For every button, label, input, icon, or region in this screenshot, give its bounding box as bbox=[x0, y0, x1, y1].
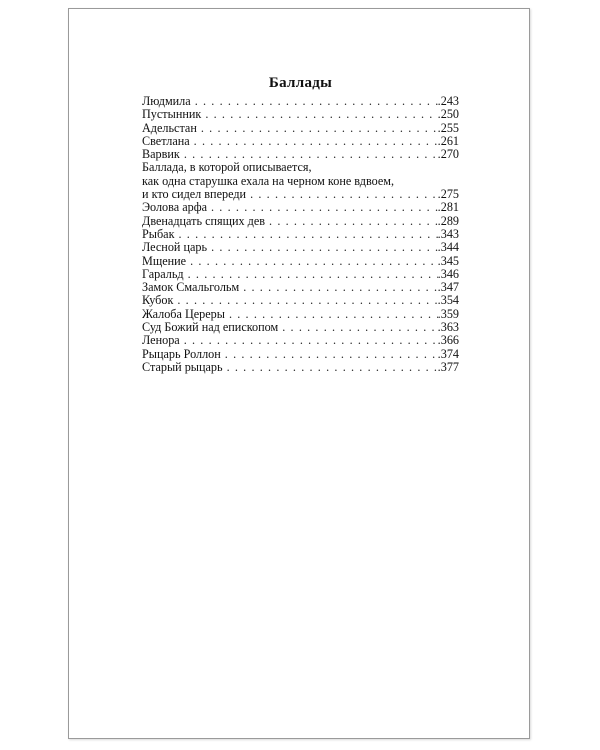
toc-entry-page-number: .354 bbox=[437, 293, 459, 308]
toc-entry bbox=[142, 228, 459, 241]
toc-entry bbox=[142, 201, 459, 214]
toc-entry-page-number: .347 bbox=[437, 280, 459, 295]
dot-leader bbox=[195, 95, 438, 108]
dot-leader bbox=[227, 361, 438, 374]
toc-entry-row bbox=[142, 294, 459, 307]
book-page bbox=[68, 8, 530, 739]
dot-leader bbox=[282, 321, 437, 334]
toc-entry bbox=[142, 148, 459, 161]
toc-entry-page-number: .363 bbox=[437, 320, 459, 335]
toc-entry-title: Старый рыцарь bbox=[142, 359, 223, 374]
toc-entry-title: Замок Смальгольм bbox=[142, 280, 240, 295]
dot-leader bbox=[250, 188, 438, 201]
toc-entry-row bbox=[142, 361, 459, 374]
toc-entry bbox=[142, 334, 459, 347]
toc-entry bbox=[142, 215, 459, 228]
toc-entry bbox=[142, 108, 459, 121]
dot-leader bbox=[229, 308, 438, 321]
toc-entry-row bbox=[142, 321, 459, 334]
toc-entry-row bbox=[142, 308, 459, 321]
toc-entry-row bbox=[142, 108, 459, 121]
dot-leader bbox=[205, 108, 437, 121]
toc-entry-title: Лесной царь bbox=[142, 240, 208, 255]
dot-leader bbox=[243, 281, 437, 294]
toc-entry-page-number: .275 bbox=[437, 187, 459, 202]
table-of-contents bbox=[142, 73, 459, 374]
toc-entry-page-number: .343 bbox=[437, 226, 459, 241]
toc-entry-title: Адельстан bbox=[142, 120, 197, 135]
toc-entry-page-number: .359 bbox=[437, 306, 459, 321]
toc-entry-title: Рыбак bbox=[142, 226, 175, 241]
toc-entry-page-number: .289 bbox=[437, 213, 459, 228]
toc-entry-page-number: .374 bbox=[437, 346, 459, 361]
toc-entry-title: Светлана bbox=[142, 133, 190, 148]
dot-leader bbox=[179, 228, 438, 241]
toc-entry-page-number: .255 bbox=[437, 120, 459, 135]
toc-entry-row bbox=[142, 148, 459, 161]
toc-entry bbox=[142, 268, 459, 281]
dot-leader bbox=[211, 241, 438, 254]
toc-entry-row bbox=[142, 228, 459, 241]
toc-entry bbox=[142, 161, 459, 201]
toc-entry bbox=[142, 281, 459, 294]
toc-entry-page-number: .366 bbox=[437, 333, 459, 348]
dot-leader bbox=[194, 135, 438, 148]
toc-entry bbox=[142, 241, 459, 254]
dot-leader bbox=[188, 268, 438, 281]
toc-entry-title: Пустынник bbox=[142, 107, 202, 122]
toc-entry-page-number: .377 bbox=[437, 359, 459, 374]
toc-entry-row bbox=[142, 241, 459, 254]
toc-entry-title: Гаральд bbox=[142, 266, 184, 281]
toc-entry bbox=[142, 348, 459, 361]
toc-entry bbox=[142, 255, 459, 268]
toc-entry bbox=[142, 95, 459, 108]
toc-entry-row bbox=[142, 268, 459, 281]
toc-entry bbox=[142, 135, 459, 148]
toc-entry-page-number: .345 bbox=[437, 253, 459, 268]
section-title: Баллады bbox=[268, 75, 333, 91]
dot-leader bbox=[225, 348, 438, 361]
dot-leader bbox=[211, 201, 438, 214]
toc-entry-row bbox=[142, 348, 459, 361]
toc-entry-title: Жалоба Цереры bbox=[142, 306, 225, 321]
toc-entry-title: Рыцарь Роллон bbox=[142, 346, 221, 361]
toc-entry-title-line: как одна старушка ехала на черном коне вдвоем, bbox=[142, 173, 395, 188]
toc-entry-page-number: .270 bbox=[437, 147, 459, 162]
toc-entry-title: Двенадцать спящих дев bbox=[142, 213, 266, 228]
toc-entry-page-number: .281 bbox=[437, 200, 459, 215]
toc-entry-row bbox=[142, 215, 459, 228]
toc-entry-title: Суд Божий над епископом bbox=[142, 320, 279, 335]
dot-leader bbox=[177, 294, 437, 307]
dot-leader bbox=[269, 215, 438, 228]
toc-entry-row bbox=[142, 201, 459, 214]
toc-entry bbox=[142, 321, 459, 334]
toc-entry-title: Людмила bbox=[142, 94, 191, 108]
toc-entry-row bbox=[142, 255, 459, 268]
dot-leader bbox=[184, 148, 438, 161]
toc-entry-page-number: .243 bbox=[437, 94, 459, 108]
dot-leader bbox=[190, 255, 438, 268]
toc-entry-title-line: Баллада, в которой описывается, bbox=[142, 160, 312, 175]
toc-entry-row bbox=[142, 188, 459, 201]
dot-leader bbox=[201, 122, 438, 135]
toc-entry-row bbox=[142, 281, 459, 294]
toc-entry-title: Варвик bbox=[142, 147, 180, 162]
toc-entry-row bbox=[142, 334, 459, 347]
toc-entry-title: Ленора bbox=[142, 333, 180, 348]
toc-entries-list bbox=[142, 95, 459, 374]
toc-entry-title: Эолова арфа bbox=[142, 200, 208, 215]
toc-entry-page-number: .261 bbox=[437, 133, 459, 148]
toc-entry bbox=[142, 308, 459, 321]
toc-entry-page-number: .250 bbox=[437, 107, 459, 122]
toc-entry-title: Мщение bbox=[142, 253, 187, 268]
toc-entry-page-number: .346 bbox=[437, 266, 459, 281]
toc-entry bbox=[142, 361, 459, 374]
toc-entry-row bbox=[142, 135, 459, 148]
toc-entry bbox=[142, 294, 459, 307]
toc-entry bbox=[142, 122, 459, 135]
toc-entry-title: и кто сидел впереди bbox=[142, 187, 247, 202]
toc-entry-title: Кубок bbox=[142, 293, 174, 308]
toc-entry-row bbox=[142, 122, 459, 135]
toc-entry-page-number: .344 bbox=[437, 240, 459, 255]
dot-leader bbox=[184, 334, 438, 347]
toc-entry-row bbox=[142, 95, 459, 108]
